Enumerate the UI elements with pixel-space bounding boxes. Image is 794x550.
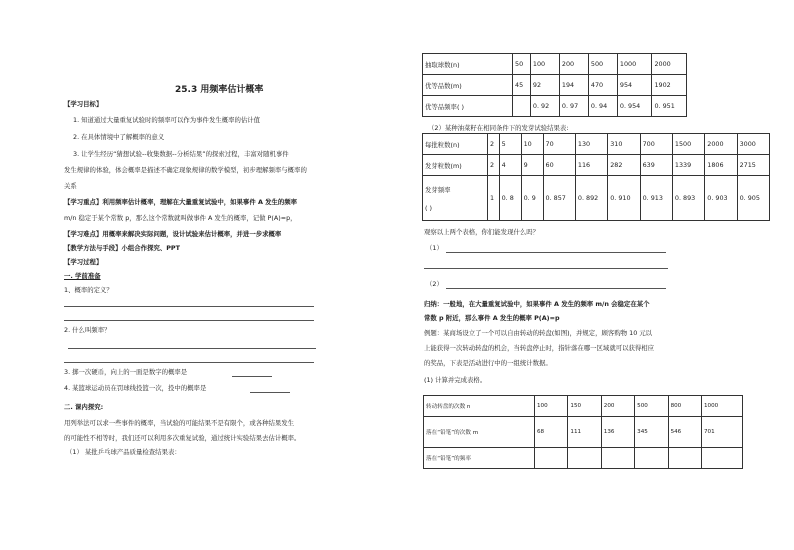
table-cell: 0. 910 [608, 176, 640, 221]
table-cell: 0. 893 [672, 176, 704, 221]
table-row [423, 96, 687, 117]
answer-line [64, 306, 314, 307]
table-cell: 1500 [672, 134, 704, 155]
table-cell [668, 448, 701, 469]
table-cell: 92 [530, 75, 559, 96]
table-cell: 转动转盘的次数 n [424, 396, 535, 417]
table-rapeseed [422, 133, 770, 221]
table-cell: 1000 [617, 54, 652, 75]
table-cell: 310 [608, 134, 640, 155]
table-cell: 136 [601, 417, 634, 448]
process-heading: 【学习过程】 [64, 258, 103, 266]
table2-caption: （2）某种油菜籽在相同条件下的发芽试验结果表: [428, 124, 569, 132]
table-cell: 45 [513, 75, 531, 96]
table-cell: 60 [543, 155, 575, 176]
table-cell: 0. 9 [521, 176, 543, 221]
table-cell: 1000 [701, 396, 742, 417]
table-cell: 470 [588, 75, 617, 96]
table-row [424, 448, 743, 469]
table-cell: 50 [513, 54, 531, 75]
table-cell: 1 [488, 176, 500, 221]
answer-line [64, 320, 314, 321]
table-cell: 2715 [737, 155, 769, 176]
table-cell [423, 176, 488, 221]
table-cell: 优等品频率( ) [423, 96, 513, 117]
table-row [423, 176, 770, 221]
table-pingpong [422, 53, 687, 117]
answer-line [232, 376, 272, 377]
table-cell [535, 448, 568, 469]
method: 【教学方法与手段】小组合作探究、PPT [64, 244, 180, 252]
summary-a: 归纳：一般地，在大量重复试验中，如果事件 A 发生的频率 m/n 会稳定在某个 [424, 300, 650, 308]
table-cell [513, 96, 531, 117]
table-cell [568, 448, 601, 469]
table-cell: 639 [640, 155, 672, 176]
explore-text-b: 的可能性不相等时，我们还可以利用多次重复试验，通过统计实验结果去估计概率。 [64, 434, 301, 442]
table-cell: 优等品数(m) [423, 75, 513, 96]
table-cell: 落在“铅笔”的次数 m [424, 417, 535, 448]
table-cell: 2 [488, 134, 500, 155]
table-cell: 4 [499, 155, 521, 176]
table-row [424, 396, 743, 417]
answer-line [446, 288, 666, 289]
table-cell: 2000 [652, 54, 687, 75]
table-cell: 3000 [737, 134, 769, 155]
table-cell: 0. 8 [499, 176, 521, 221]
table-cell: 546 [668, 417, 701, 448]
prep-heading: 一. 学前准备 [64, 272, 101, 280]
table-cell: 0. 913 [640, 176, 672, 221]
table-cell: 500 [588, 54, 617, 75]
example-c: 的奖品，下表是活动进行中的一组统计数据。 [424, 359, 552, 367]
freq-label-paren: ( ) [425, 203, 433, 212]
table-cell: 2000 [705, 134, 737, 155]
table-cell: 每批粒数(n) [423, 134, 488, 155]
example-b: 上能获得一次转动转盘的机会，当转盘停止时，指针落在哪一区域就可以获得相应 [424, 344, 655, 352]
table-cell: 1806 [705, 155, 737, 176]
table-cell: 200 [601, 396, 634, 417]
table-cell: 345 [635, 417, 668, 448]
table-cell: 194 [559, 75, 588, 96]
freq-label: 发芽频率 [425, 185, 451, 194]
table-row [423, 54, 687, 75]
table-cell: 954 [617, 75, 652, 96]
explore-text-c: （1） 某批乒乓球产品质量检查结果表： [66, 448, 181, 456]
table-cell [701, 448, 742, 469]
answer-line [446, 252, 666, 253]
goals-heading: 【学习目标】 [64, 100, 103, 108]
table-cell [635, 448, 668, 469]
answer-line [64, 362, 314, 363]
table-cell: 0. 92 [530, 96, 559, 117]
table-cell: 9 [521, 155, 543, 176]
table-cell: 111 [568, 417, 601, 448]
table-cell: 0. 951 [652, 96, 687, 117]
observation-1: （1） [426, 244, 443, 252]
table-cell: 701 [701, 417, 742, 448]
table-cell: 落在“铅笔”的频率 [424, 448, 535, 469]
key-point-a: 【学习重点】利用频率估计概率，理解在大量重复试验中，如果事件 A 发生的频率 [64, 198, 298, 206]
table-cell: 0. 97 [559, 96, 588, 117]
explore-text-a: 用列举法可以求一些事件的概率，当试验的可能结果不是有限个，或各种结果发生 [64, 419, 295, 427]
goal-3b: 发生规律的体验，体会概率是描述不确定现象规律的数学模型，初步理解频率与概率的 [64, 166, 307, 174]
question-2: 2. 什么叫频率？ [64, 326, 111, 334]
table-row [423, 75, 687, 96]
table-cell [601, 448, 634, 469]
observe-text: 观察以上两个表格，你们能发现什么吗？ [424, 228, 540, 236]
explore-heading: 二. 课内探究: [64, 403, 104, 411]
table-cell: 发芽粒数(m) [423, 155, 488, 176]
page-title: 25.3 用频率估计概率 [175, 85, 264, 95]
table-cell: 2 [488, 155, 500, 176]
answer-line [68, 348, 316, 349]
goal-3a: 3. 让学生经历“猜想试验--收集数据--分析结果”的探索过程，丰富对随机事件 [73, 150, 289, 158]
question-3: 3. 掷一次硬币，向上的一面是数字的概率是 [64, 368, 188, 376]
table-row [423, 134, 770, 155]
observation-2: （2） [426, 280, 443, 288]
table-cell: 0. 903 [705, 176, 737, 221]
question-4: 4. 某篮球运动员在罚球线投篮一次，投中的概率是 [64, 384, 207, 392]
goal-1: 1. 知道通过大量重复试验时的频率可以作为事件发生概率的估计值 [73, 116, 261, 124]
table-cell: 100 [535, 396, 568, 417]
table-cell: 0. 857 [543, 176, 575, 221]
goal-3c: 关系 [64, 182, 77, 190]
table-cell: 1902 [652, 75, 687, 96]
key-point-b: m/n 稳定于某个常数 p，那么这个常数就叫做事件 A 发生的概率，记做 P(A)=p， [64, 214, 297, 222]
question-1: 1、概率的定义？ [64, 286, 113, 294]
table-cell: 800 [668, 396, 701, 417]
table-cell: 5 [499, 134, 521, 155]
table-cell: 10 [521, 134, 543, 155]
table-row [423, 155, 770, 176]
table-cell: 抽取球数(n) [423, 54, 513, 75]
goal-2: 2. 在具体情境中了解概率的意义 [73, 133, 165, 141]
example-a: 例题：某商场设立了一个可以自由转动的转盘(如图)，并规定，顾客购物 10 元以 [424, 329, 653, 337]
table-cell: 68 [535, 417, 568, 448]
difficulty: 【学习难点】用概率来解决实际问题，设计试验来估计概率，并进一步求概率 [64, 230, 282, 238]
table-cell: 0. 94 [588, 96, 617, 117]
table-cell: 1339 [672, 155, 704, 176]
table-cell: 200 [559, 54, 588, 75]
table-cell: 150 [568, 396, 601, 417]
summary-b: 常数 p 附近，那么事件 A 发生的概率 P(A)=p [424, 314, 560, 322]
table-cell: 500 [635, 396, 668, 417]
table-cell: 0. 954 [617, 96, 652, 117]
calc-instruction: (1) 计算并完成表格。 [424, 376, 487, 384]
table-cell: 0. 905 [737, 176, 769, 221]
table-cell: 70 [543, 134, 575, 155]
table-cell: 116 [575, 155, 607, 176]
table-cell: 0. 892 [575, 176, 607, 221]
table-row [424, 417, 743, 448]
table-spinner [423, 395, 743, 469]
table-cell: 130 [575, 134, 607, 155]
answer-line [250, 392, 290, 393]
table-cell: 100 [530, 54, 559, 75]
answer-line [424, 268, 668, 269]
table-cell: 282 [608, 155, 640, 176]
table-cell: 700 [640, 134, 672, 155]
